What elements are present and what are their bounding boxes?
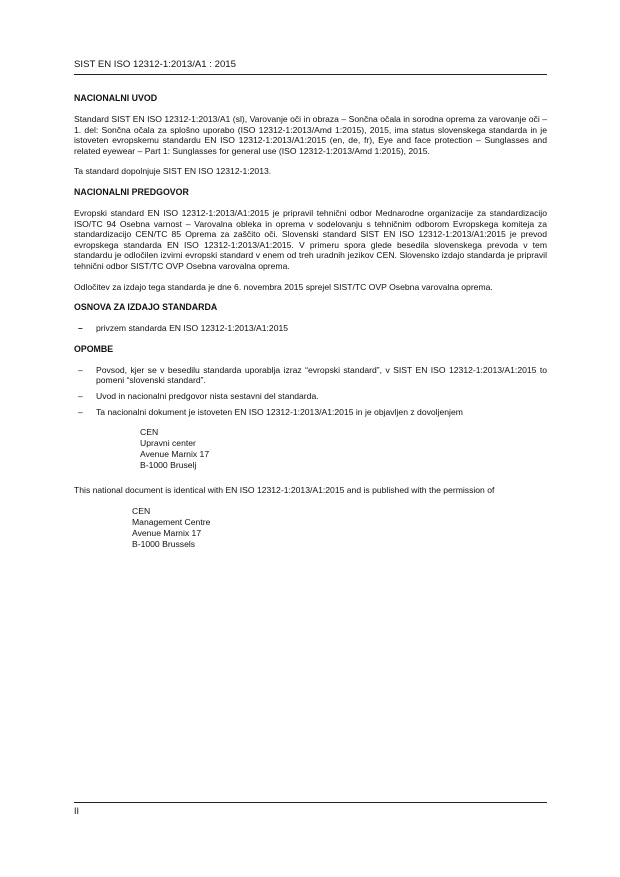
address-block-slovene xyxy=(74,427,547,471)
address-line: B-1000 Brussels xyxy=(132,538,196,549)
predgovor-paragraph-1: Evropski standard EN ISO 12312-1:2013/A1:2015 je pripravil tehnični odbor Mednarodne organizacije za standardizacijo ISO/TC 94 Osebna varnost – Varovalna obleka in oprema v sodelovanju s tehničnim odborom Evropskega komiteja za standardizacijo CEN/TC 85 Oprema za zaščito oči. Slovenski standard SIST EN ISO 12312-1:2013/A1:2015 je prevod evropskega standarda EN ISO 12312-1:2013/A1:2015. V primeru spora glede besedila slovenskega prevoda v tem standardu je odločilen izvirni evropski standard v enem od treh uradnih jezikov CEN. Slovensko izdajo standarda je pripravil tehnični odbor SIST/TC OVP Osebna varovalna oprema. xyxy=(74,207,547,271)
list-item-text: Uvod in nacionalni predgovor nista sestavni del standarda. xyxy=(96,390,319,401)
address-line: Management Centre xyxy=(132,516,211,527)
footer-rule xyxy=(74,802,547,803)
osnova-list xyxy=(74,323,547,334)
predgovor-paragraph-2: Odločitev za izdajo tega standarda je dne 6. novembra 2015 sprejel SIST/TC OVP Osebna varovalna oprema. xyxy=(74,281,493,292)
list-item-text: privzem standarda EN ISO 12312-1:2013/A1:2015 xyxy=(96,323,289,334)
opombe-list xyxy=(74,365,547,417)
list-item xyxy=(74,365,547,386)
heading-osnova: OSNOVA ZA IZDAJO STANDARDA xyxy=(74,302,218,313)
address-line: Avenue Marnix 17 xyxy=(140,449,210,460)
page-content xyxy=(74,93,547,564)
dash-bullet: – xyxy=(78,390,83,401)
header-rule xyxy=(74,74,547,75)
uvod-paragraph-1: Standard SIST EN ISO 12312-1:2013/A1 (sl), Varovanje oči in obraza – Sončna očala in sorodna oprema za varovanje oči – 1. del: Sončna očala za splošno uporabo (ISO 12312-1:2013/Amd 1:2015), 2015, ima status slovenskega standarda in je istoveten evropskemu standardu EN ISO 12312-1:2013/A1:2015 (en, de, fr), Eye and face protection – Sunglasses and related eyewear – Part 1: Sunglasses for general use (ISO 12312-1:2013/Amd 1:2015), 2015. xyxy=(74,114,547,156)
heading-opombe: OPOMBE xyxy=(74,343,114,354)
running-header: SIST EN ISO 12312-1:2013/A1 : 2015 xyxy=(74,59,236,70)
dash-bullet: – xyxy=(78,364,83,375)
heading-nacionalni-predgovor: NACIONALNI PREDGOVOR xyxy=(74,186,189,197)
page-number: II xyxy=(74,806,80,816)
list-item-text: Ta nacionalni dokument je istoveten EN ISO 12312-1:2013/A1:2015 in je objavljen z dovoljenjem xyxy=(96,406,463,417)
list-item xyxy=(74,391,547,402)
address-line: Avenue Marnix 17 xyxy=(132,527,202,538)
list-item xyxy=(74,407,547,418)
list-item xyxy=(74,323,547,334)
uvod-paragraph-2: Ta standard dopolnjuje SIST EN ISO 12312-1:2013. xyxy=(74,166,272,177)
dash-bullet: – xyxy=(78,323,83,334)
address-line: CEN xyxy=(140,427,159,438)
address-line: CEN xyxy=(132,505,151,516)
address-block-english xyxy=(74,506,547,550)
english-note: This national document is identical with EN ISO 12312-1:2013/A1:2015 and is published with the permission of xyxy=(74,485,495,496)
address-line: B-1000 Bruselj xyxy=(140,460,197,471)
address-line: Upravni center xyxy=(140,438,196,449)
heading-nacionalni-uvod: NACIONALNI UVOD xyxy=(74,93,158,103)
list-item-text: Povsod, kjer se v besedilu standarda uporablja izraz “evropski standard”, v SIST EN ISO 12312-1:2013/A1:2015 to pomeni “slovenski standard”. xyxy=(96,364,547,386)
dash-bullet: – xyxy=(78,406,83,417)
